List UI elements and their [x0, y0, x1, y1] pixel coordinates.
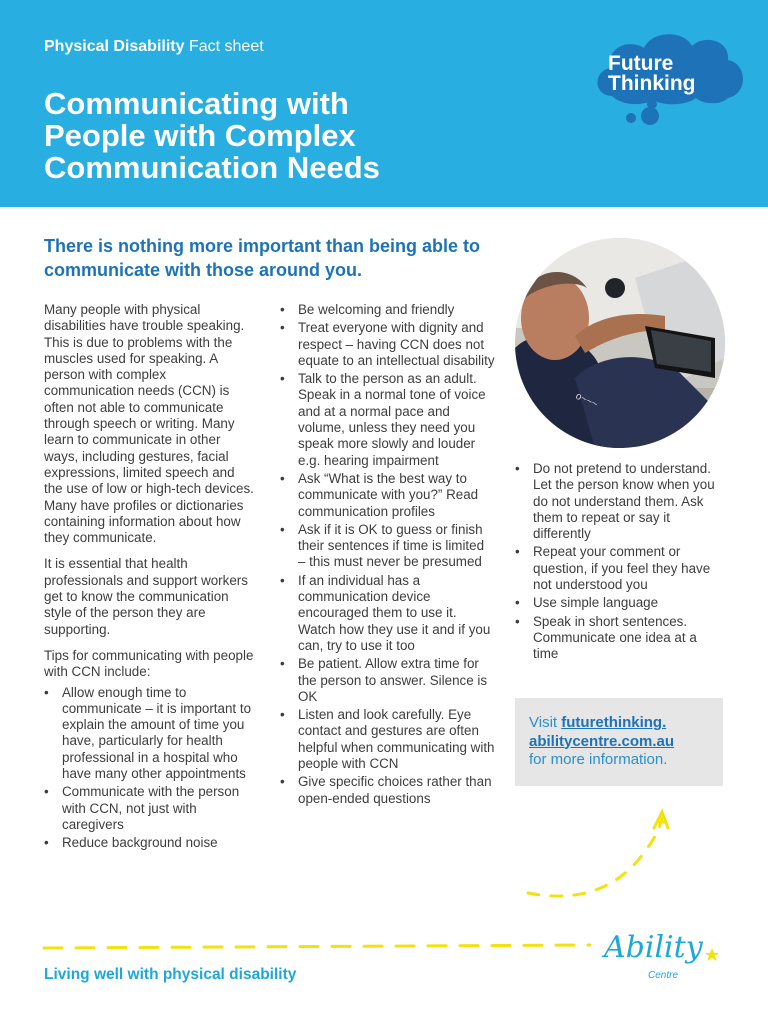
visit-suffix: for more information.: [529, 751, 668, 768]
list-item: • Allow enough time to communicate – it is important to explain the amount of time you have, particularly for health professional in a hospital who have many other appointments: [44, 685, 256, 783]
list-item: • If an individual has a communication device encouraged them to use it. Watch how they use it and if you can, try to use it too: [280, 573, 495, 654]
list-item: • Treat everyone with dignity and respect – having CCN does not equate to an intellectual disability: [280, 320, 495, 369]
list-item: • Communicate with the person with CCN, not just with caregivers: [44, 784, 256, 833]
title-line-2: People with Complex: [44, 118, 356, 153]
list-item: • Repeat your comment or question, if you feel they have not understood you: [515, 544, 725, 593]
list-item: • Listen and look carefully. Eye contact and gestures are often helpful when communicating with people with CCN: [280, 707, 495, 772]
shirt-print: o~~~: [573, 390, 600, 411]
list-item: • Be welcoming and friendly: [280, 302, 495, 318]
list-item: • Talk to the person as an adult. Speak in a normal tone of voice and at a normal pace and volume, unless they need you speak more slowly and louder e.g. hearing impairment: [280, 371, 495, 469]
list-item: • Use simple language: [515, 595, 725, 611]
list-item: • Do not pretend to understand. Let the person know when you do not understand them. Ask them to repeat or say it differently: [515, 461, 725, 542]
kicker-type: Fact sheet: [188, 38, 264, 55]
footer-tagline: Living well with physical disability: [44, 966, 297, 983]
intro-heading: There is nothing more important than being able to communicate with those around you.: [44, 236, 481, 280]
list-item: • Ask if it is OK to guess or finish their sentences if time is limited – this must never be presumed: [280, 522, 495, 571]
list-item: • Ask “What is the best way to communicate with you?” Read communication profiles: [280, 471, 495, 520]
kicker-category: Physical Disability: [44, 38, 185, 55]
visit-prefix: Visit: [529, 714, 558, 731]
ability-centre-label: Centre: [648, 970, 679, 981]
paragraph-ccn-intro: Many people with physical disabilities have trouble speaking. This is due to problems with the muscles used for speaking. A person with complex communication needs (CCN) is often not able to communicate through speech or writing. Many learn to communicate in other ways, including gestures, facial expressions, limited speech and the use of low or high-tech devices. Many have profiles or dictionaries containing information about how they communicate.: [44, 302, 254, 546]
website-link[interactable]: futurethinking.: [561, 714, 667, 731]
list-item: • Give specific choices rather than open-ended questions: [280, 774, 495, 807]
list-item: • Reduce background noise: [44, 835, 256, 851]
logo-line-1: Future: [608, 52, 674, 75]
ability-wordmark: Ability: [604, 930, 703, 965]
star-icon: [600, 928, 725, 990]
paragraph-tips-lead: Tips for communicating with people with CCN include:: [44, 647, 254, 680]
logo-line-2: Thinking: [608, 72, 696, 95]
paragraph-essential: It is essential that health professionals and support workers get to know the communication style of the person they are supporting.: [44, 556, 248, 637]
title-line-1: Communicating with: [44, 86, 349, 121]
title-line-3: Communication Needs: [44, 150, 380, 185]
list-item: • Speak in short sentences. Communicate one idea at a time: [515, 614, 725, 663]
list-item: • Be patient. Allow extra time for the person to answer. Silence is OK: [280, 656, 495, 705]
ability-centre-logo: [600, 928, 725, 990]
website-link-continued[interactable]: abilitycentre.com.au: [529, 732, 675, 750]
